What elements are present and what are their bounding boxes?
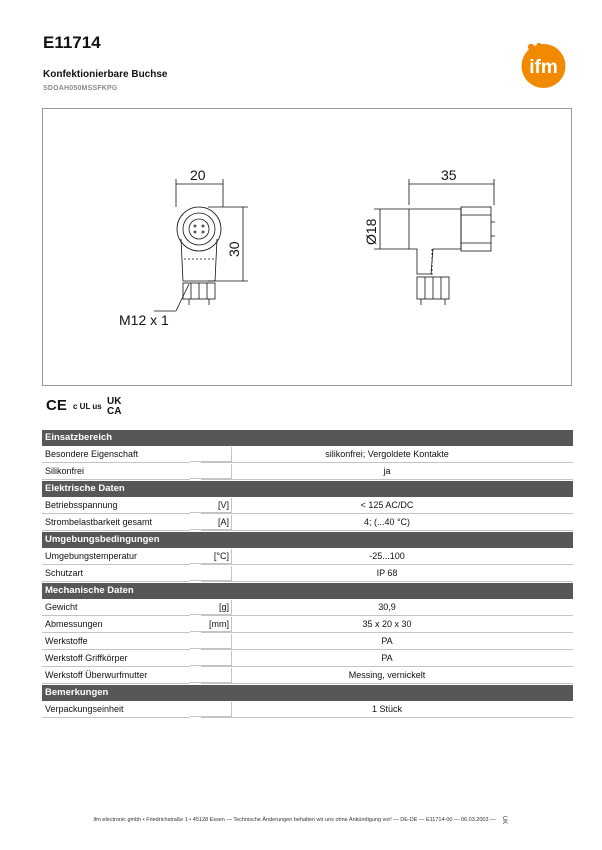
row-unit: [g] — [190, 600, 232, 615]
row-label: Besondere Eigenschaft — [42, 447, 190, 463]
row-value: 4; (...40 °C) — [201, 515, 573, 531]
ukca-mark-bottom: CA — [107, 406, 122, 416]
row-unit: [°C] — [190, 549, 232, 564]
connector-drawing-svg — [43, 109, 573, 387]
thread-label: M12 x 1 — [119, 312, 169, 328]
ce-mark: CE — [46, 397, 67, 414]
row-unit: [V] — [190, 498, 232, 513]
row-label: Werkstoff Überwurfmutter — [42, 668, 190, 684]
certification-marks — [45, 394, 135, 416]
row-label: Werkstoff Griffkörper — [42, 651, 190, 667]
row-value: < 125 AC/DC — [201, 498, 573, 514]
table-row — [42, 617, 573, 633]
section-header: Umgebungsbedingungen — [42, 532, 573, 548]
row-value: ja — [201, 464, 573, 480]
table-row — [42, 498, 573, 514]
footer-text: ifm electronic gmbh • Friedrichstraße 1 • 45128 Essen — Technische Änderungen behalten wir uns ohne Ankündigung vor! — DE-DE — E11714-00 — 06.03.2003 — — [93, 817, 496, 823]
row-value: -25...100 — [201, 549, 573, 565]
row-label: Verpackungseinheit — [42, 702, 190, 718]
specification-table — [42, 430, 573, 719]
row-value: 30,9 — [201, 600, 573, 616]
row-value: silikonfrei; Vergoldete Kontakte — [201, 447, 573, 463]
row-label: Umgebungstemperatur — [42, 549, 190, 565]
row-value: Messing, vernickelt — [201, 668, 573, 684]
table-row — [42, 651, 573, 667]
section-header: Elektrische Daten — [42, 481, 573, 497]
table-row — [42, 464, 573, 480]
dim-height-label: 30 — [226, 241, 242, 257]
page-footer — [0, 817, 602, 823]
dim-diameter-label: Ø18 — [363, 218, 379, 245]
row-value: 35 x 20 x 30 — [201, 617, 573, 633]
ul-mark: c UL us — [73, 402, 102, 411]
product-code: SDOAH050MSSFKPG — [43, 85, 118, 92]
table-row — [42, 447, 573, 463]
table-row — [42, 634, 573, 650]
footer-mark: UK — [501, 815, 508, 825]
logo-text: ifm — [529, 57, 558, 78]
row-label: Gewicht — [42, 600, 190, 616]
table-row — [42, 668, 573, 684]
row-value: PA — [201, 651, 573, 667]
row-label: Betriebsspannung — [42, 498, 190, 514]
table-row — [42, 566, 573, 582]
table-row — [42, 515, 573, 531]
row-value: 1 Stück — [201, 702, 573, 718]
row-label: Silikonfrei — [42, 464, 190, 480]
page-title: E11714 — [43, 33, 101, 52]
row-label: Abmessungen — [42, 617, 190, 633]
row-value: IP 68 — [201, 566, 573, 582]
section-header: Bemerkungen — [42, 685, 573, 701]
row-value: PA — [201, 634, 573, 650]
technical-drawing — [42, 108, 572, 386]
table-row — [42, 549, 573, 565]
dim-length-label: 35 — [441, 167, 457, 183]
row-label: Strombelastbarkeit gesamt — [42, 515, 190, 531]
section-header: Mechanische Daten — [42, 583, 573, 599]
dim-width-label: 20 — [190, 167, 206, 183]
row-label: Schutzart — [42, 566, 190, 582]
row-unit: [A] — [190, 515, 232, 530]
product-name: Konfektionierbare Buchse — [43, 69, 168, 80]
ukca-mark-top: UK — [107, 396, 122, 407]
ifm-logo — [514, 42, 573, 88]
table-row — [42, 702, 573, 718]
row-label: Werkstoffe — [42, 634, 190, 650]
table-row — [42, 600, 573, 616]
row-unit: [mm] — [190, 617, 232, 632]
section-header: Einsatzbereich — [42, 430, 573, 446]
